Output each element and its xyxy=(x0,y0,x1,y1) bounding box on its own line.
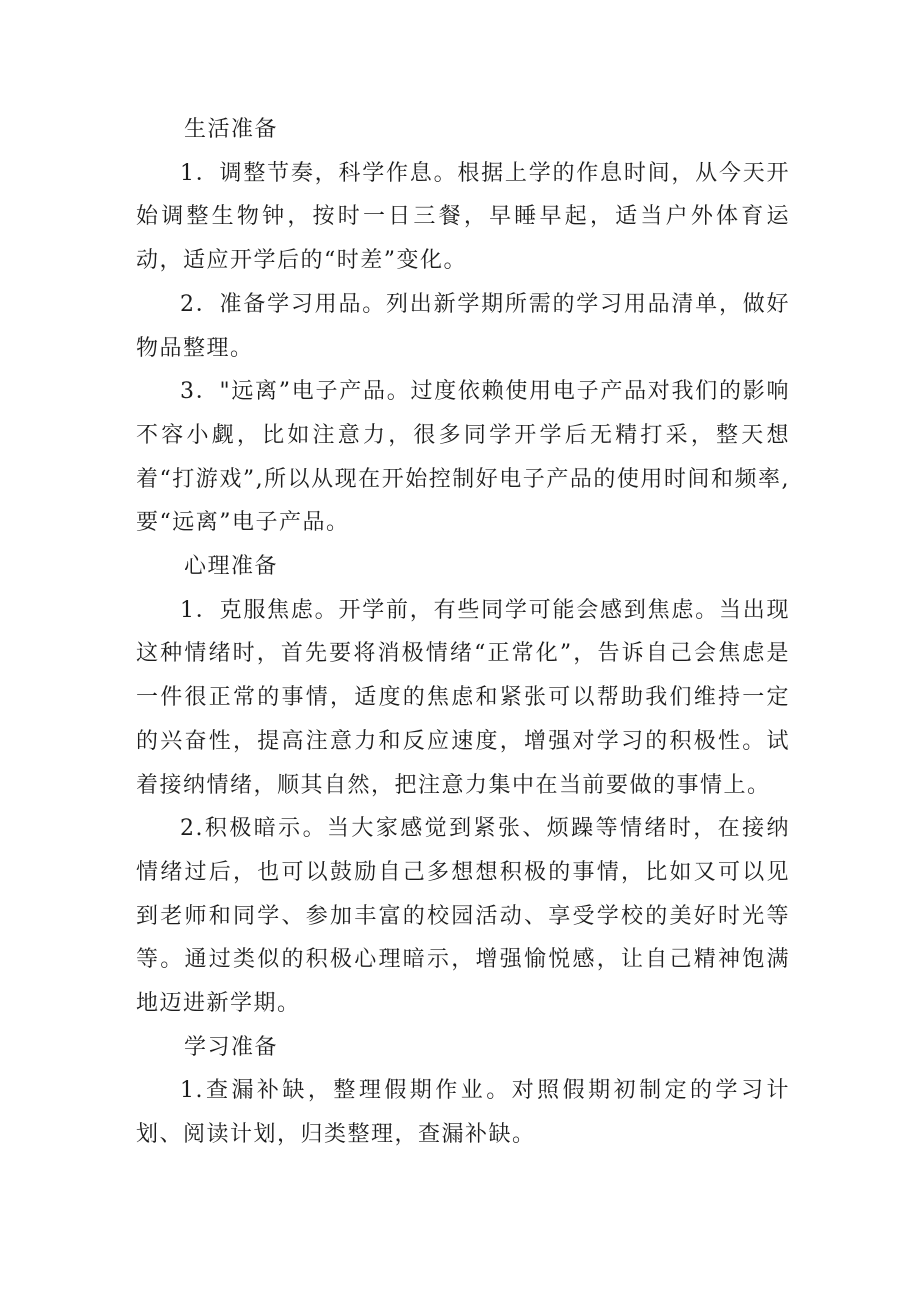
paragraph: 1．调整节奏，科学作息。根据上学的作息时间，从今天开始调整生物钟，按时一日三餐，早睡早起，适当户外体育运动，适应开学后的“时差”变化。 xyxy=(136,160,790,274)
document-body xyxy=(136,108,790,1157)
section-heading: 生活准备 xyxy=(184,117,279,142)
section-life-preparation xyxy=(136,108,790,545)
paragraph: 1.查漏补缺，整理假期作业。对照假期初制定的学习计划、阅读计划，归类整理，查漏补缺。 xyxy=(136,1078,790,1148)
section-heading: 心理准备 xyxy=(184,554,279,580)
section-heading: 学习准备 xyxy=(184,1034,279,1060)
section-study-preparation xyxy=(136,1026,790,1157)
paragraph: 3．"远离”电子产品。过度依赖使用电子产品对我们的影响不容小觑，比如注意力，很多同学开学后无精打采，整天想着“打游戏”,所以从现在开始控制好电子产品的使用时间和频率,要“远离”电子产品。 xyxy=(136,379,790,536)
paragraph: 2．准备学习用品。列出新学期所需的学习用品清单，做好物品整理。 xyxy=(136,291,790,361)
paragraph: 1．克服焦虑。开学前，有些同学可能会感到焦虑。当出现这种情绪时，首先要将消极情绪“正常化”，告诉自己会焦虑是一件很正常的事情，适度的焦虑和紧张可以帮助我们维持一定的兴奋性，提高注意力和反应速度，增强对学习的积极性。试着接纳情绪，顺其自然，把注意力集中在当前要做的事情上。 xyxy=(136,597,790,798)
paragraph: 2.积极暗示。当大家感觉到紧张、烦躁等情绪时，在接纳情绪过后，也可以鼓励自己多想想积极的事情，比如又可以见到老师和同学、参加丰富的校园活动、享受学校的美好时光等等。通过类似的积极心理暗示，增强愉悦感，让自己精神饱满地迈进新学期。 xyxy=(136,816,790,1017)
section-mental-preparation xyxy=(136,545,790,1026)
